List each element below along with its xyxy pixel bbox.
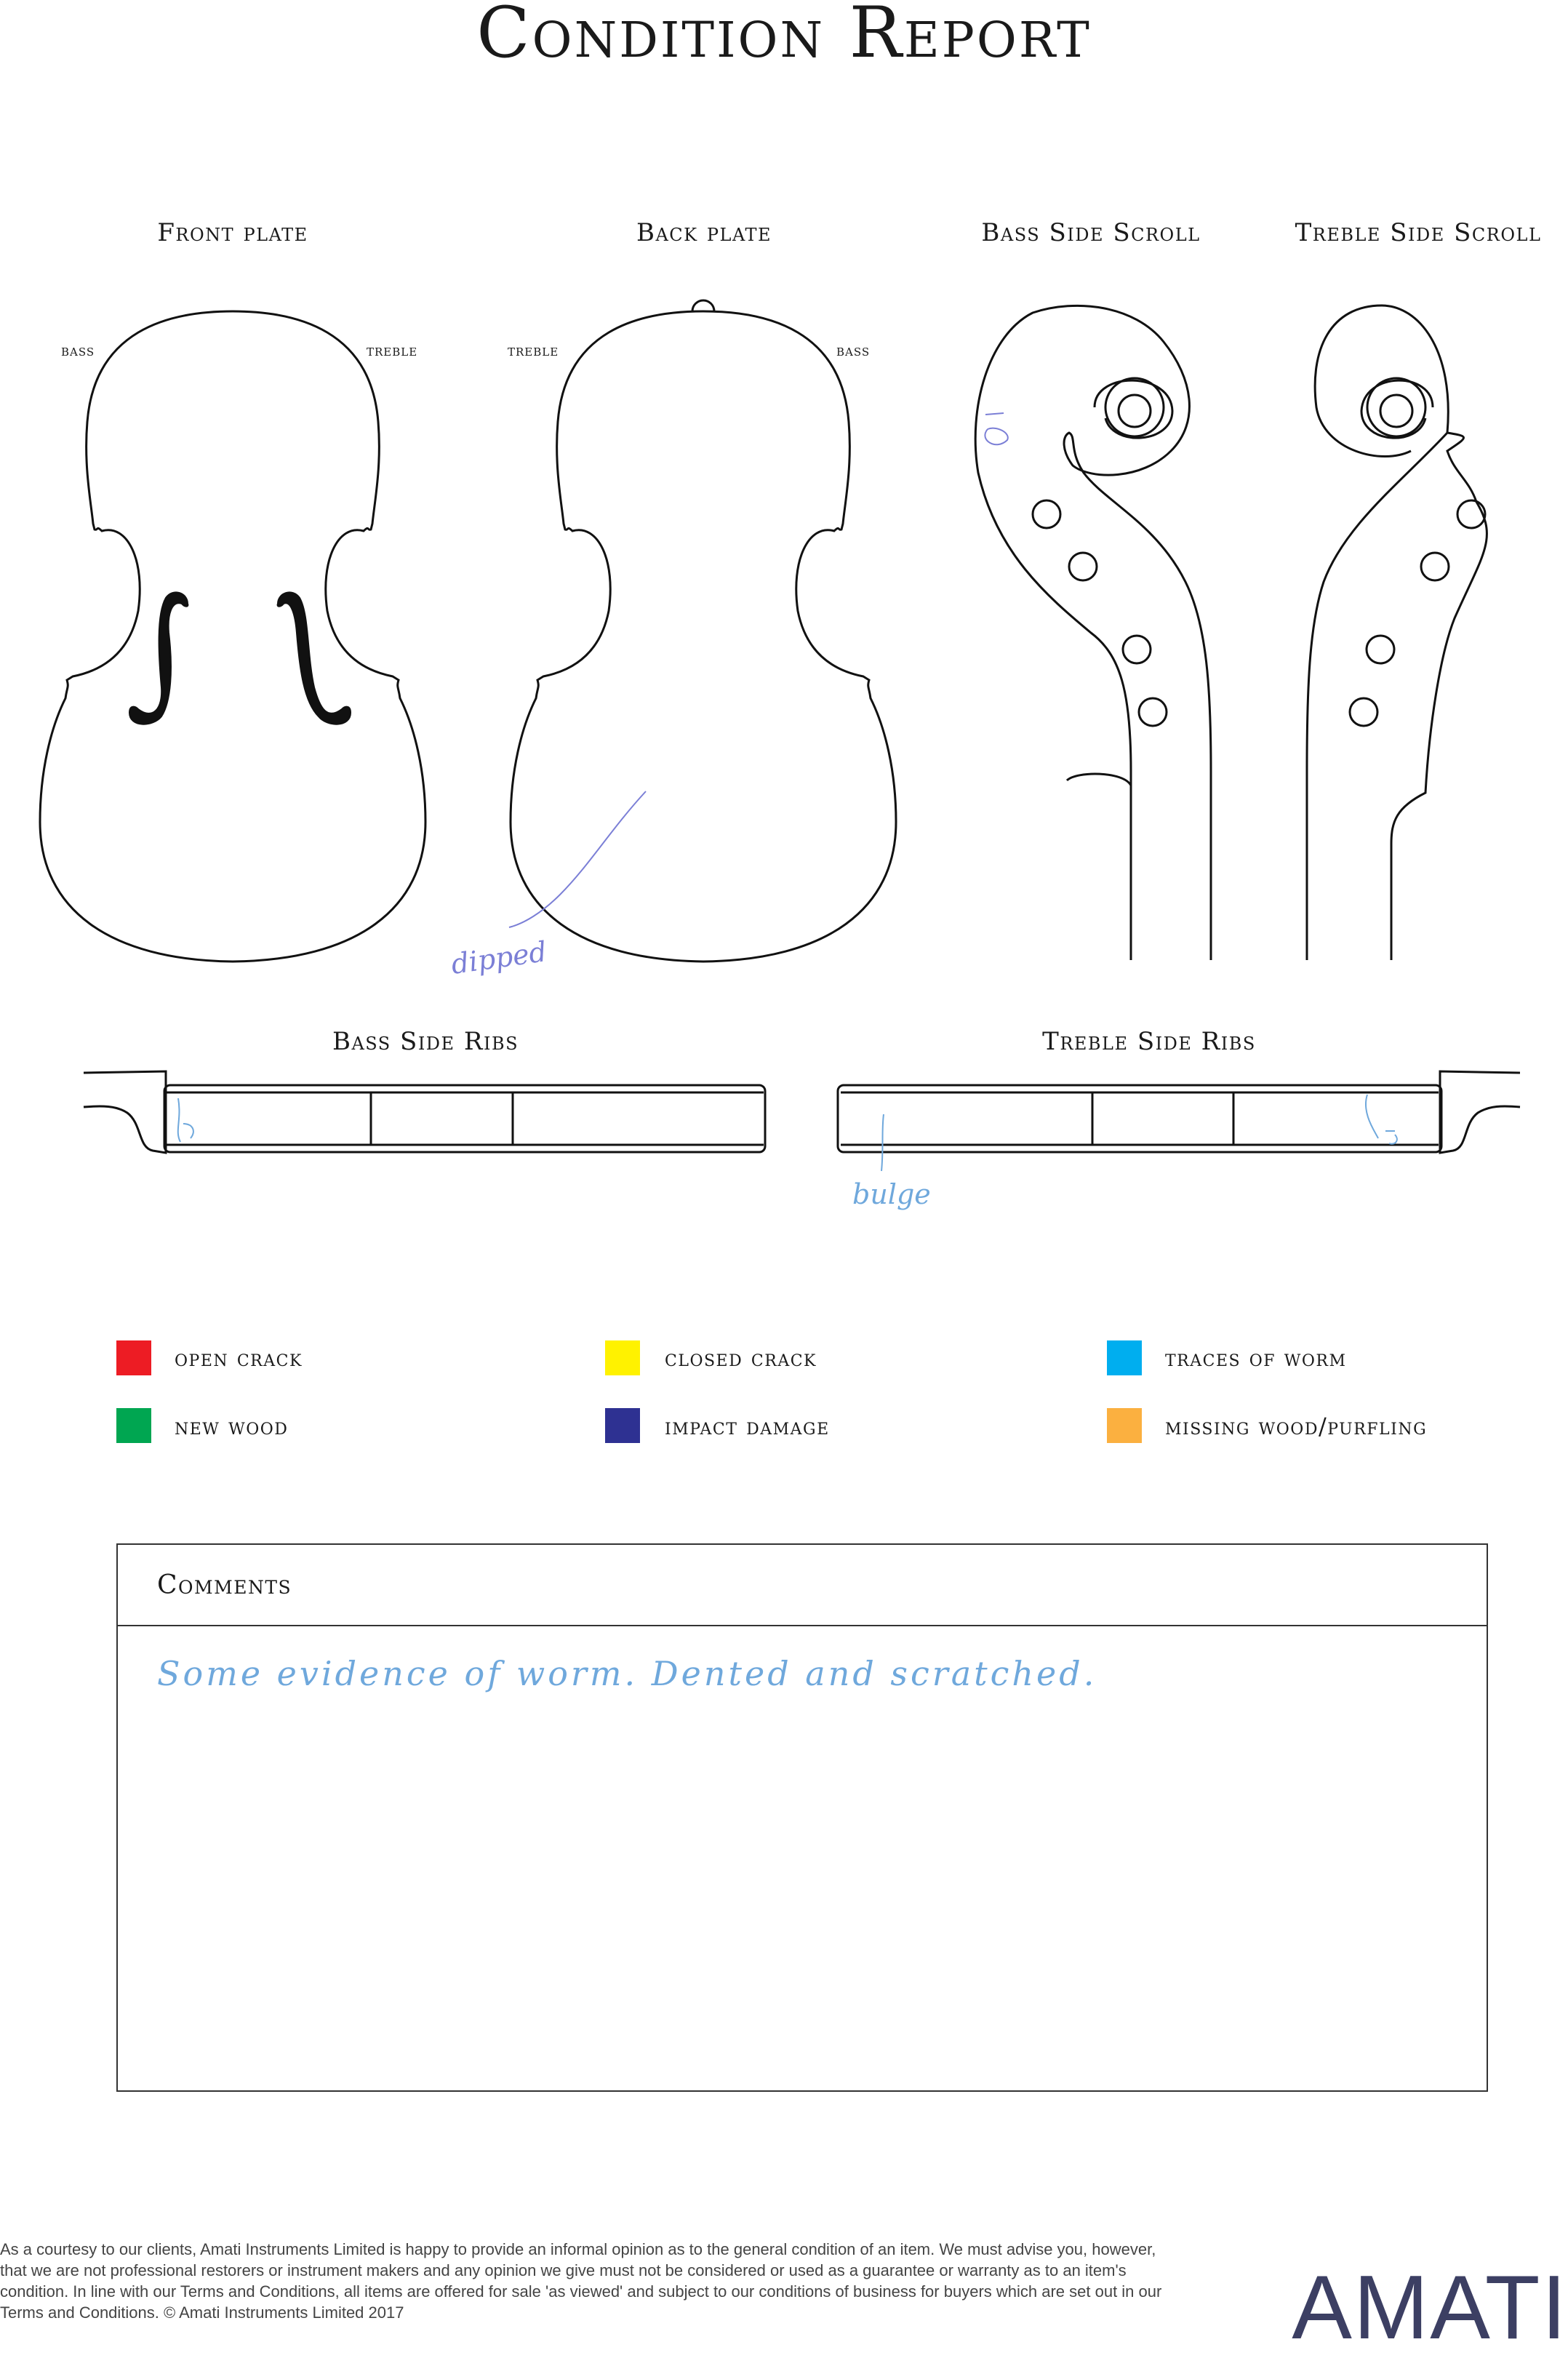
treble-scroll-outline bbox=[1307, 433, 1487, 960]
legend-label-missing-wood: missing wood/purfling bbox=[1165, 1412, 1428, 1440]
back-plate-worm-mark bbox=[509, 791, 646, 927]
bass-ribs-frame bbox=[164, 1085, 765, 1152]
legend-label-new-wood: new wood bbox=[175, 1412, 289, 1440]
bass-scroll-peghole-2 bbox=[1069, 553, 1097, 580]
treble-scroll-volute-3 bbox=[1361, 380, 1433, 438]
treble-scroll-volute-2 bbox=[1380, 395, 1412, 427]
back-plate-outline bbox=[511, 311, 896, 962]
front-plate-label: Front plate bbox=[157, 218, 308, 247]
treble-ribs-frame bbox=[838, 1085, 1441, 1152]
amati-logo: AMATI bbox=[1292, 2258, 1568, 2358]
bass-scroll-mark bbox=[985, 413, 1007, 444]
back-plate-annotation: dipped bbox=[449, 935, 549, 980]
treble-scroll-head bbox=[1315, 305, 1448, 457]
back-plate-label: Back plate bbox=[636, 218, 772, 247]
treble-scroll-peghole-3 bbox=[1367, 636, 1394, 663]
legend-swatch-traces-of-worm bbox=[1107, 1340, 1142, 1375]
front-treble-label: treble bbox=[367, 342, 418, 360]
treble-ribs-bulge-mark bbox=[881, 1114, 884, 1171]
bass-scroll-peghole-1 bbox=[1033, 500, 1060, 528]
treble-ribs-endpin bbox=[1440, 1071, 1520, 1153]
bass-ribs-mark bbox=[178, 1098, 193, 1142]
treble-side-ribs-label: Treble Side Ribs bbox=[1042, 1027, 1256, 1056]
f-hole-right bbox=[278, 592, 351, 724]
comments-title: Comments bbox=[157, 1570, 292, 1600]
legend-label-closed-crack: closed crack bbox=[665, 1344, 817, 1372]
back-plate-button bbox=[692, 300, 714, 311]
treble-ribs-mark bbox=[1366, 1095, 1397, 1144]
bass-ribs-endpin bbox=[84, 1071, 166, 1153]
legend-swatch-new-wood bbox=[116, 1408, 151, 1443]
legend-label-traces-of-worm: traces of worm bbox=[1165, 1344, 1347, 1372]
bass-side-ribs-label: Bass Side Ribs bbox=[332, 1027, 519, 1056]
treble-scroll-peghole-1 bbox=[1457, 500, 1485, 528]
comments-text: Some evidence of worm. Dented and scratched. bbox=[157, 1654, 1097, 1693]
bass-scroll-peghole-4 bbox=[1139, 698, 1167, 726]
back-bass-label: bass bbox=[836, 342, 871, 360]
comments-header bbox=[118, 1545, 1487, 1626]
legend-swatch-impact-damage bbox=[605, 1408, 640, 1443]
legend-label-open-crack: open crack bbox=[175, 1344, 303, 1372]
bass-scroll-volute-2 bbox=[1119, 395, 1151, 427]
bass-scroll-outline bbox=[975, 305, 1211, 960]
treble-scroll-peghole-4 bbox=[1350, 698, 1377, 726]
bass-scroll-neck-step bbox=[1067, 774, 1131, 786]
front-plate-outline bbox=[40, 311, 425, 962]
legend-swatch-closed-crack bbox=[605, 1340, 640, 1375]
bass-side-scroll-label: Bass Side Scroll bbox=[981, 218, 1201, 247]
treble-ribs-annotation: bulge bbox=[852, 1178, 931, 1210]
front-bass-label: bass bbox=[61, 342, 95, 360]
legend-label-impact-damage: impact damage bbox=[665, 1412, 830, 1440]
legend-swatch-open-crack bbox=[116, 1340, 151, 1375]
bass-scroll-peghole-3 bbox=[1123, 636, 1151, 663]
treble-side-scroll-label: Treble Side Scroll bbox=[1295, 218, 1542, 247]
comments-box bbox=[116, 1543, 1488, 2092]
footer-disclaimer: As a courtesy to our clients, Amati Instruments Limited is happy to provide an informal opinion as to the general condition of an item. We must advise you, however, that we are not professional restorers or instrument makers and any opinion we give must not be considered or used as a guarantee or warranty as to an item's condition. In line with our Terms and Conditions, all items are offered for sale 'as viewed' and subject to our conditions of business for buyers which are set out in our Terms and Conditions. © Amati Instruments Limited 2017 bbox=[0, 2240, 1162, 2322]
treble-scroll-peghole-2 bbox=[1421, 553, 1449, 580]
back-treble-label: treble bbox=[508, 342, 559, 360]
page-title: Condition Report bbox=[476, 0, 1092, 73]
legend-swatch-missing-wood bbox=[1107, 1408, 1142, 1443]
